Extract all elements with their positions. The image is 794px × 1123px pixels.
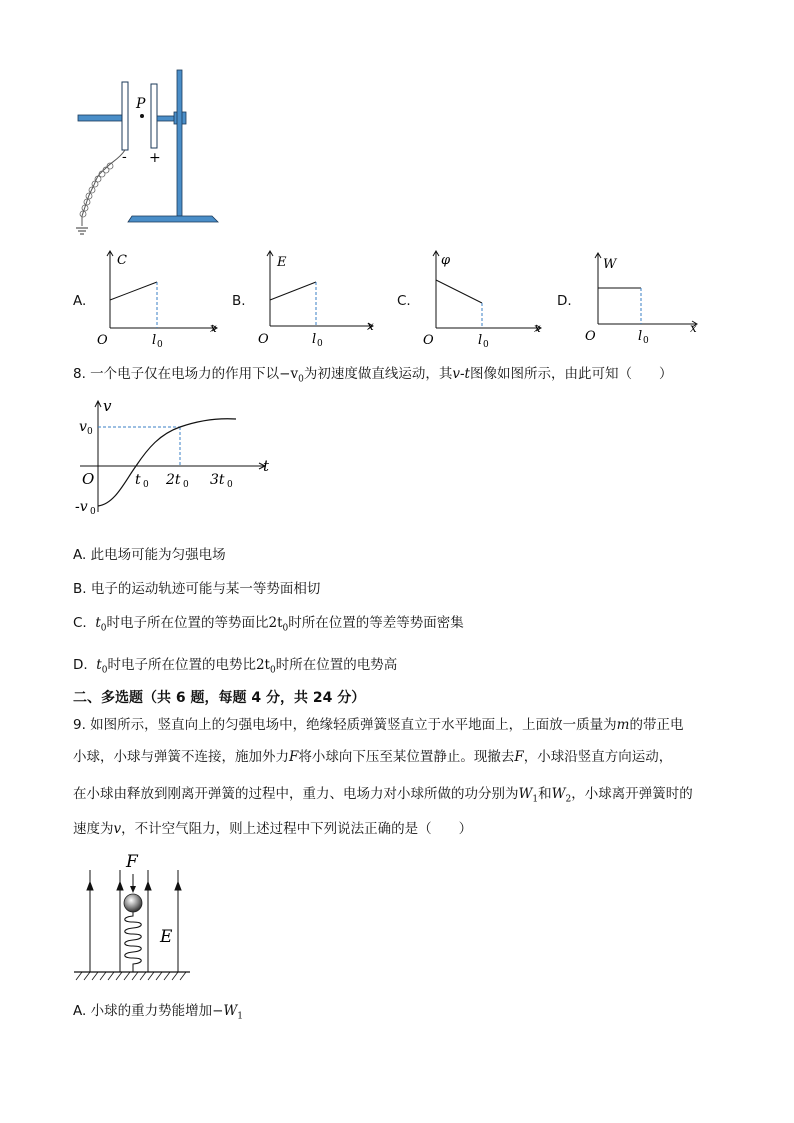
option-c-letter: C. (397, 293, 411, 309)
tick-l0: l (152, 333, 157, 348)
tick-l0: l (478, 333, 483, 348)
q9-line3: 在小球由释放到刚离开弹簧的过程中，重力、电场力对小球所做的功分别为$W_1$和$W_2$，小球离开弹簧时的 (73, 786, 693, 805)
q8-option-a: A. 此电场可能为匀强电场 (73, 547, 226, 563)
option-a-letter: A. (73, 293, 87, 309)
origin-label: O (97, 333, 108, 348)
origin-label: O (423, 333, 434, 348)
section2-title: 二、多选题（共 6 题，每题 4 分，共 24 分） (73, 690, 366, 706)
axis-label-x: x (367, 319, 374, 333)
tick-3t0-sub: 0 (227, 480, 233, 490)
q8-option-b: B. 电子的运动轨迹可能与某一等势面相切 (73, 581, 321, 597)
point-p-label: P (136, 96, 146, 112)
capacitor-apparatus-figure (72, 66, 222, 246)
tick-2t0: 2t (166, 472, 181, 488)
t-axis-label: t (263, 457, 270, 475)
tick-l0: l (638, 329, 643, 344)
field-label: E (160, 927, 173, 947)
v0-sub: 0 (87, 427, 93, 437)
tick-l0-sub: 0 (317, 339, 323, 349)
option-d-graph (578, 250, 708, 350)
axis-label-x: x (210, 321, 217, 335)
axis-label-w: W (603, 257, 617, 272)
minus-label: - (122, 149, 127, 165)
q9-line1: 9. 如图所示，竖直向上的匀强电场中，绝缘轻质弹簧竖直立于水平地面上，上面放一质量为m的带正电 (73, 717, 684, 733)
tick-t0: t (135, 472, 141, 488)
q9-line4: 速度为v，不计空气阻力，则上述过程中下列说法正确的是（ ） (73, 821, 473, 837)
axis-label-e: E (277, 255, 287, 270)
origin-label: O (258, 332, 269, 347)
tick-3t0: 3t (210, 472, 225, 488)
v-axis-label: v (103, 397, 112, 415)
axis-label-c: C (117, 253, 127, 268)
neg-v0-label: -v (75, 499, 88, 515)
q8-stem: 8. 一个电子仅在电场力的作用下以$-v_0$为初速度做直线运动，其v-t图像如图所示，由此可知（ ） (73, 366, 673, 385)
tick-l0-sub: 0 (157, 340, 163, 350)
option-b-letter: B. (232, 293, 246, 309)
v0-label: v (79, 419, 87, 435)
q9-spring-field-figure (70, 850, 200, 985)
origin-label: O (82, 470, 95, 488)
option-a-graph (90, 246, 230, 350)
axis-label-x: x (690, 321, 697, 335)
axis-label-x: x (534, 321, 541, 335)
tick-l0-sub: 0 (483, 340, 489, 350)
plus-label: + (149, 150, 161, 166)
neg-v0-sub: 0 (90, 507, 96, 517)
tick-t0-sub: 0 (143, 480, 149, 490)
origin-label: O (585, 329, 596, 344)
q8-option-c: C. $t_0$时电子所在位置的等势面比$2t_0$时所在位置的等差等势面密集 (73, 615, 464, 634)
option-d-letter: D. (557, 293, 572, 309)
tick-l0-sub: 0 (643, 336, 649, 346)
tick-2t0-sub: 0 (183, 480, 189, 490)
force-label: F (126, 852, 138, 872)
q9-option-a: A. 小球的重力势能增加$-W_1$ (73, 1003, 244, 1022)
q8-option-d: D. $t_0$时电子所在位置的电势比$2t_0$时所在位置的电势高 (73, 657, 398, 676)
tick-l0: l (312, 332, 317, 347)
axis-label-phi: φ (441, 253, 451, 268)
q9-line2: 小球，小球与弹簧不连接，施加外力F将小球向下压至某位置静止。现撤去F，小球沿竖直方向运动， (73, 749, 673, 765)
option-b-graph (252, 248, 382, 350)
option-c-graph (418, 246, 548, 350)
q8-vt-graph (70, 396, 280, 526)
